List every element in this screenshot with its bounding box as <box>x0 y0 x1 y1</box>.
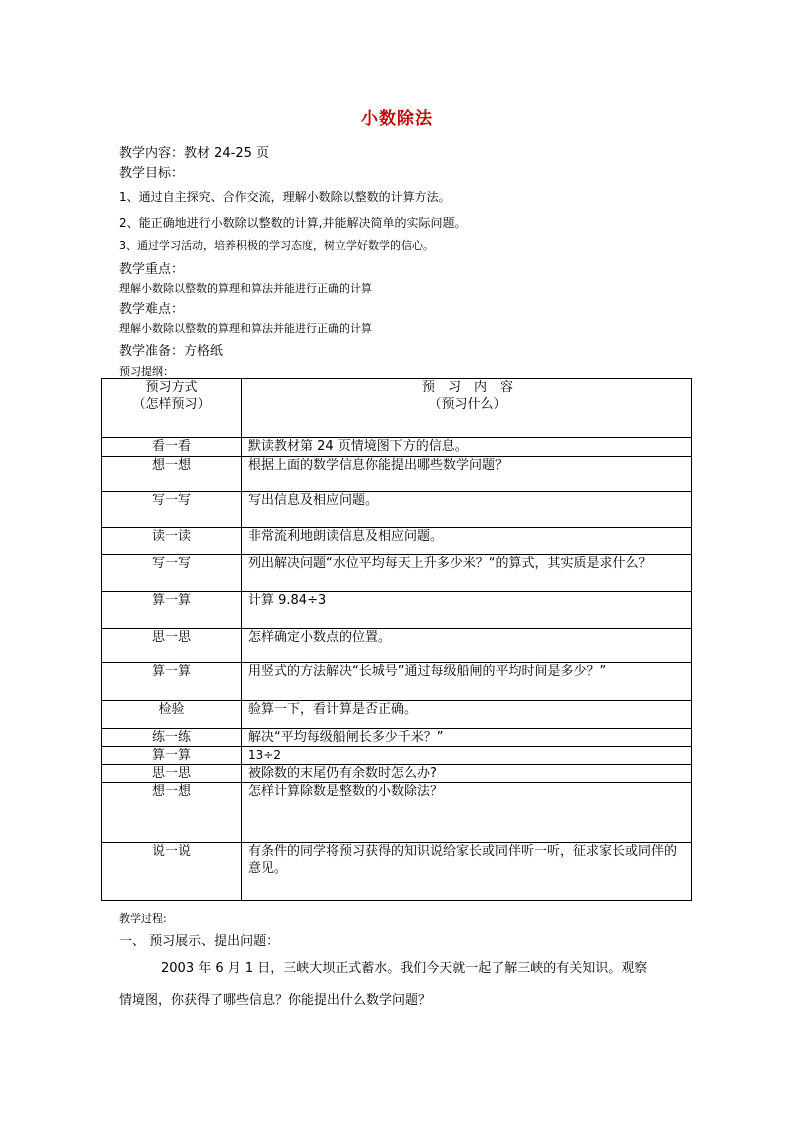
table-row <box>102 492 692 528</box>
method-cell: 算一算 <box>102 663 242 701</box>
method-cell: 算一算 <box>102 592 242 629</box>
key-points-text: 理解小数除以整数的算理和算法并能进行正确的计算 <box>119 282 372 295</box>
difficulty-text: 理解小数除以整数的算理和算法并能进行正确的计算 <box>119 322 372 335</box>
method-cell: 写一写 <box>102 492 242 528</box>
process-label: 教学过程: <box>119 912 167 925</box>
preparation: 教学准备：方格纸 <box>119 344 224 359</box>
preview-table <box>101 378 692 901</box>
content-cell: 怎样计算除数是整数的小数除法？ <box>242 783 692 843</box>
paragraph-line-2: 情境图，你获得了哪些信息？你能提出什么数学问题？ <box>119 993 432 1008</box>
section-heading: 一、 预习展示、提出问题： <box>119 934 280 949</box>
difficulty-label: 教学难点： <box>119 302 185 317</box>
content-cell: 写出信息及相应问题。 <box>242 492 692 528</box>
method-cell: 看一看 <box>102 438 242 457</box>
header-method-line2: （怎样预习） <box>132 397 211 412</box>
outline-label: 预习提纲： <box>119 365 174 378</box>
table-row <box>102 843 692 901</box>
table-row <box>102 663 692 701</box>
page-title: 小数除法 <box>361 109 433 129</box>
content-cell: 被除数的末尾仍有余数时怎么办? <box>242 765 692 783</box>
method-cell: 读一读 <box>102 528 242 555</box>
content-cell: 根据上面的数学信息你能提出哪些数学问题？ <box>242 457 692 492</box>
method-cell: 思一思 <box>102 629 242 663</box>
method-cell: 想一想 <box>102 783 242 843</box>
table-row <box>102 555 692 592</box>
method-cell: 检验 <box>102 701 242 729</box>
table-row <box>102 528 692 555</box>
content-cell: 默读教材第 24 页情境图下方的信息。 <box>242 438 692 457</box>
header-content-cell <box>242 379 692 438</box>
method-cell: 练一练 <box>102 729 242 747</box>
table-row <box>102 592 692 629</box>
table-row <box>102 765 692 783</box>
method-cell: 想一想 <box>102 457 242 492</box>
content-cell: 列出解决问题“水位平均每天上升多少米？“的算式，其实质是求什么？ <box>242 555 692 592</box>
table-row <box>102 747 692 765</box>
table-row <box>102 729 692 747</box>
goal-1: 1、通过自主探究、合作交流，理解小数除以整数的计算方法。 <box>119 190 451 204</box>
table-header-row <box>102 379 692 438</box>
teaching-content: 教学内容：教材 24-25 页 <box>119 146 270 161</box>
key-points-label: 教学重点： <box>119 262 185 277</box>
goal-2: 2、能正确地进行小数除以整数的计算,并能解决简单的实际问题。 <box>119 216 467 230</box>
method-cell: 写一写 <box>102 555 242 592</box>
header-content-line1: 预 习 内 容 <box>421 380 513 395</box>
content-cell: 计算 9.84÷3 <box>242 592 692 629</box>
header-method-cell <box>102 379 242 438</box>
table-row <box>102 457 692 492</box>
table-row <box>102 701 692 729</box>
content-cell: 有条件的同学将预习获得的知识说给家长或同伴听一听，征求家长或同伴的意见。 <box>242 843 692 901</box>
content-cell: 用竖式的方法解决“长城号”通过每级船闸的平均时间是多少？” <box>242 663 692 701</box>
paragraph-line-1: 2003 年 6 月 1 日，三峡大坝正式蓄水。我们今天就一起了解三峡的有关知识。观察 <box>161 961 648 976</box>
content-cell: 解决“平均每级船闸长多少千米？” <box>242 729 692 747</box>
goal-3: 3、通过学习活动，培养积极的学习态度，树立学好数学的信心。 <box>119 239 434 252</box>
goals-label: 教学目标： <box>119 166 185 181</box>
method-cell: 思一思 <box>102 765 242 783</box>
content-cell: 非常流利地朗读信息及相应问题。 <box>242 528 692 555</box>
method-cell: 说一说 <box>102 843 242 901</box>
table-row <box>102 629 692 663</box>
content-cell: 13÷2 <box>242 747 692 765</box>
table-row <box>102 783 692 843</box>
method-cell: 算一算 <box>102 747 242 765</box>
header-method-line1: 预习方式 <box>145 380 198 395</box>
content-cell: 验算一下，看计算是否正确。 <box>242 701 692 729</box>
content-cell: 怎样确定小数点的位置。 <box>242 629 692 663</box>
header-content-line2: （预习什么） <box>428 397 507 412</box>
table-row <box>102 438 692 457</box>
